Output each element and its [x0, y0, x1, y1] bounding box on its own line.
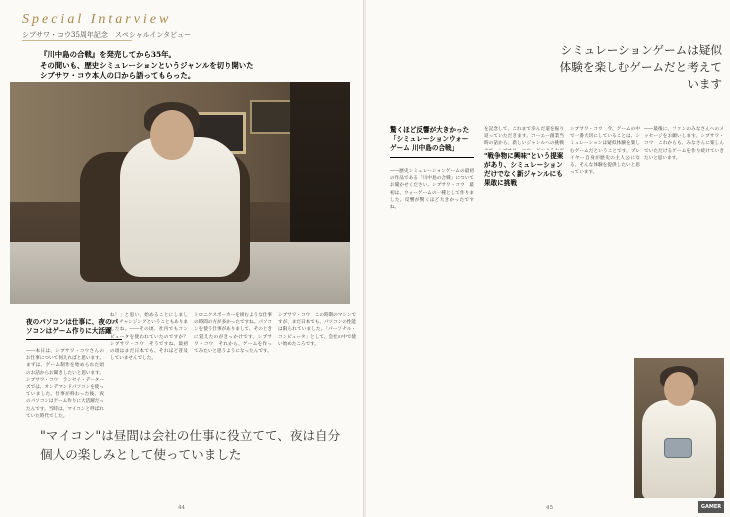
intro-line: その間いも、歴史シミュレーションというジャンルを切り開いた — [40, 60, 254, 70]
article-column: シブサワ・コウ 今、ゲームの中で一番大切にしていることは、シミュレーションは疑似体験を楽しむゲームだということです。プレイヤー自身が歴史の主人公になる、そんな体験を提供したいと思っています。 — [570, 127, 640, 176]
article-column: シブサワ・コウ この時期のマシンですが、まだ日本でも、パソコンの性能は限られていました。「パーソナル・コンピュータ」として、会社の中で使い始めたころです。 — [278, 313, 356, 347]
article-column: ――歴史シミュレーションゲームの最初の作品である「川中島の合戦」についてお聞かせください。シブサワ・コウ 最初は、ウォーゲームの一種として作りました。反響が驚くほど大きかったですね。 — [390, 169, 474, 211]
interview-photo — [10, 82, 350, 304]
page-number: 44 — [178, 505, 185, 511]
heading-text: 驚くほど反響が大きかった「シミュレーションウォーゲーム 川中島の合戦」 — [390, 126, 470, 152]
header-subtitle: シブサワ・コウ35周年記念 スペシャルインタビュー — [22, 31, 192, 39]
photo-face — [664, 372, 694, 406]
section-heading-1 — [390, 126, 474, 158]
intro-line: シブサワ・コウ本人の口から語ってもらった。 — [40, 71, 196, 80]
photo-object — [664, 438, 692, 458]
article-column: ――本日は、シブサワ・コウさんのお仕事について伺えればと思います。まずは、ゲーム制作を始められた頃のお話からお聞きしたいと思います。シブサワ・コウ ランセイ・データーズでは、オンデマンドパソコンを使っていました。仕事が終わった後、夜のパソコンはゲーム作りに大活躍だったんです。当時は、マイコンと呼ばれていた時代でした。 — [26, 349, 104, 419]
photo-face — [150, 110, 194, 160]
photo-frame — [250, 100, 294, 134]
catch-copy: シミュレーションゲームは疑似体験を楽しむゲームだと考えています — [559, 43, 722, 91]
article-column: トロニクスポーカーを組むような仕事の時間の方が多かったですね。パソコンを使う仕事がありまして、そのときに覚えたのがきっかけです。シブサワ・コウ それから、ゲームを作ってみたいと思うようになったんです。 — [194, 313, 272, 355]
article-column: を記念して、これまで歩んだ道を振り返っていただきます。コーエー創業当時の話から、新しいジャンルへの挑戦 — [484, 127, 564, 147]
header-title: Special Intarview — [22, 12, 172, 27]
intro-line: 『川中島の合戦』を発売してから35年。 — [40, 50, 176, 59]
site-logo: GAMER — [698, 501, 724, 513]
left-page — [0, 0, 364, 517]
right-page — [366, 0, 730, 517]
heading-rule — [390, 157, 474, 158]
section-heading-2: "戦争物に興味"という提案があり、シミュレーションだけでなく新ジャンルにも果敢に挑戦 — [484, 152, 564, 187]
pull-quote: "マイコン"は昼間は会社の仕事に役立てて、夜は自分個人の楽しみとして使っていました — [40, 428, 341, 462]
portrait-photo — [634, 358, 724, 498]
section-heading: 夜のパソコンは仕事に、夜のパソコンはゲーム作りに大活躍 — [26, 318, 122, 340]
article-column: ――最後に、ファンのみなさんへのメッセージをお願いします。シブサワ・コウ これからも、みなさんに楽しんでいただけるゲームを作り続けていきたいと思います。 — [644, 127, 724, 161]
article-column: ね！」と思い、始めることにしました。チャンジングということもありましたね。――その頃、社内でもコンピュータを使われていたのですか？シブサワ・コウ そうですね。最初の頃はまだ日本でも、それほど普及していませんでした。 — [110, 313, 188, 362]
header-divider — [22, 40, 132, 41]
page-number: 45 — [546, 505, 553, 511]
